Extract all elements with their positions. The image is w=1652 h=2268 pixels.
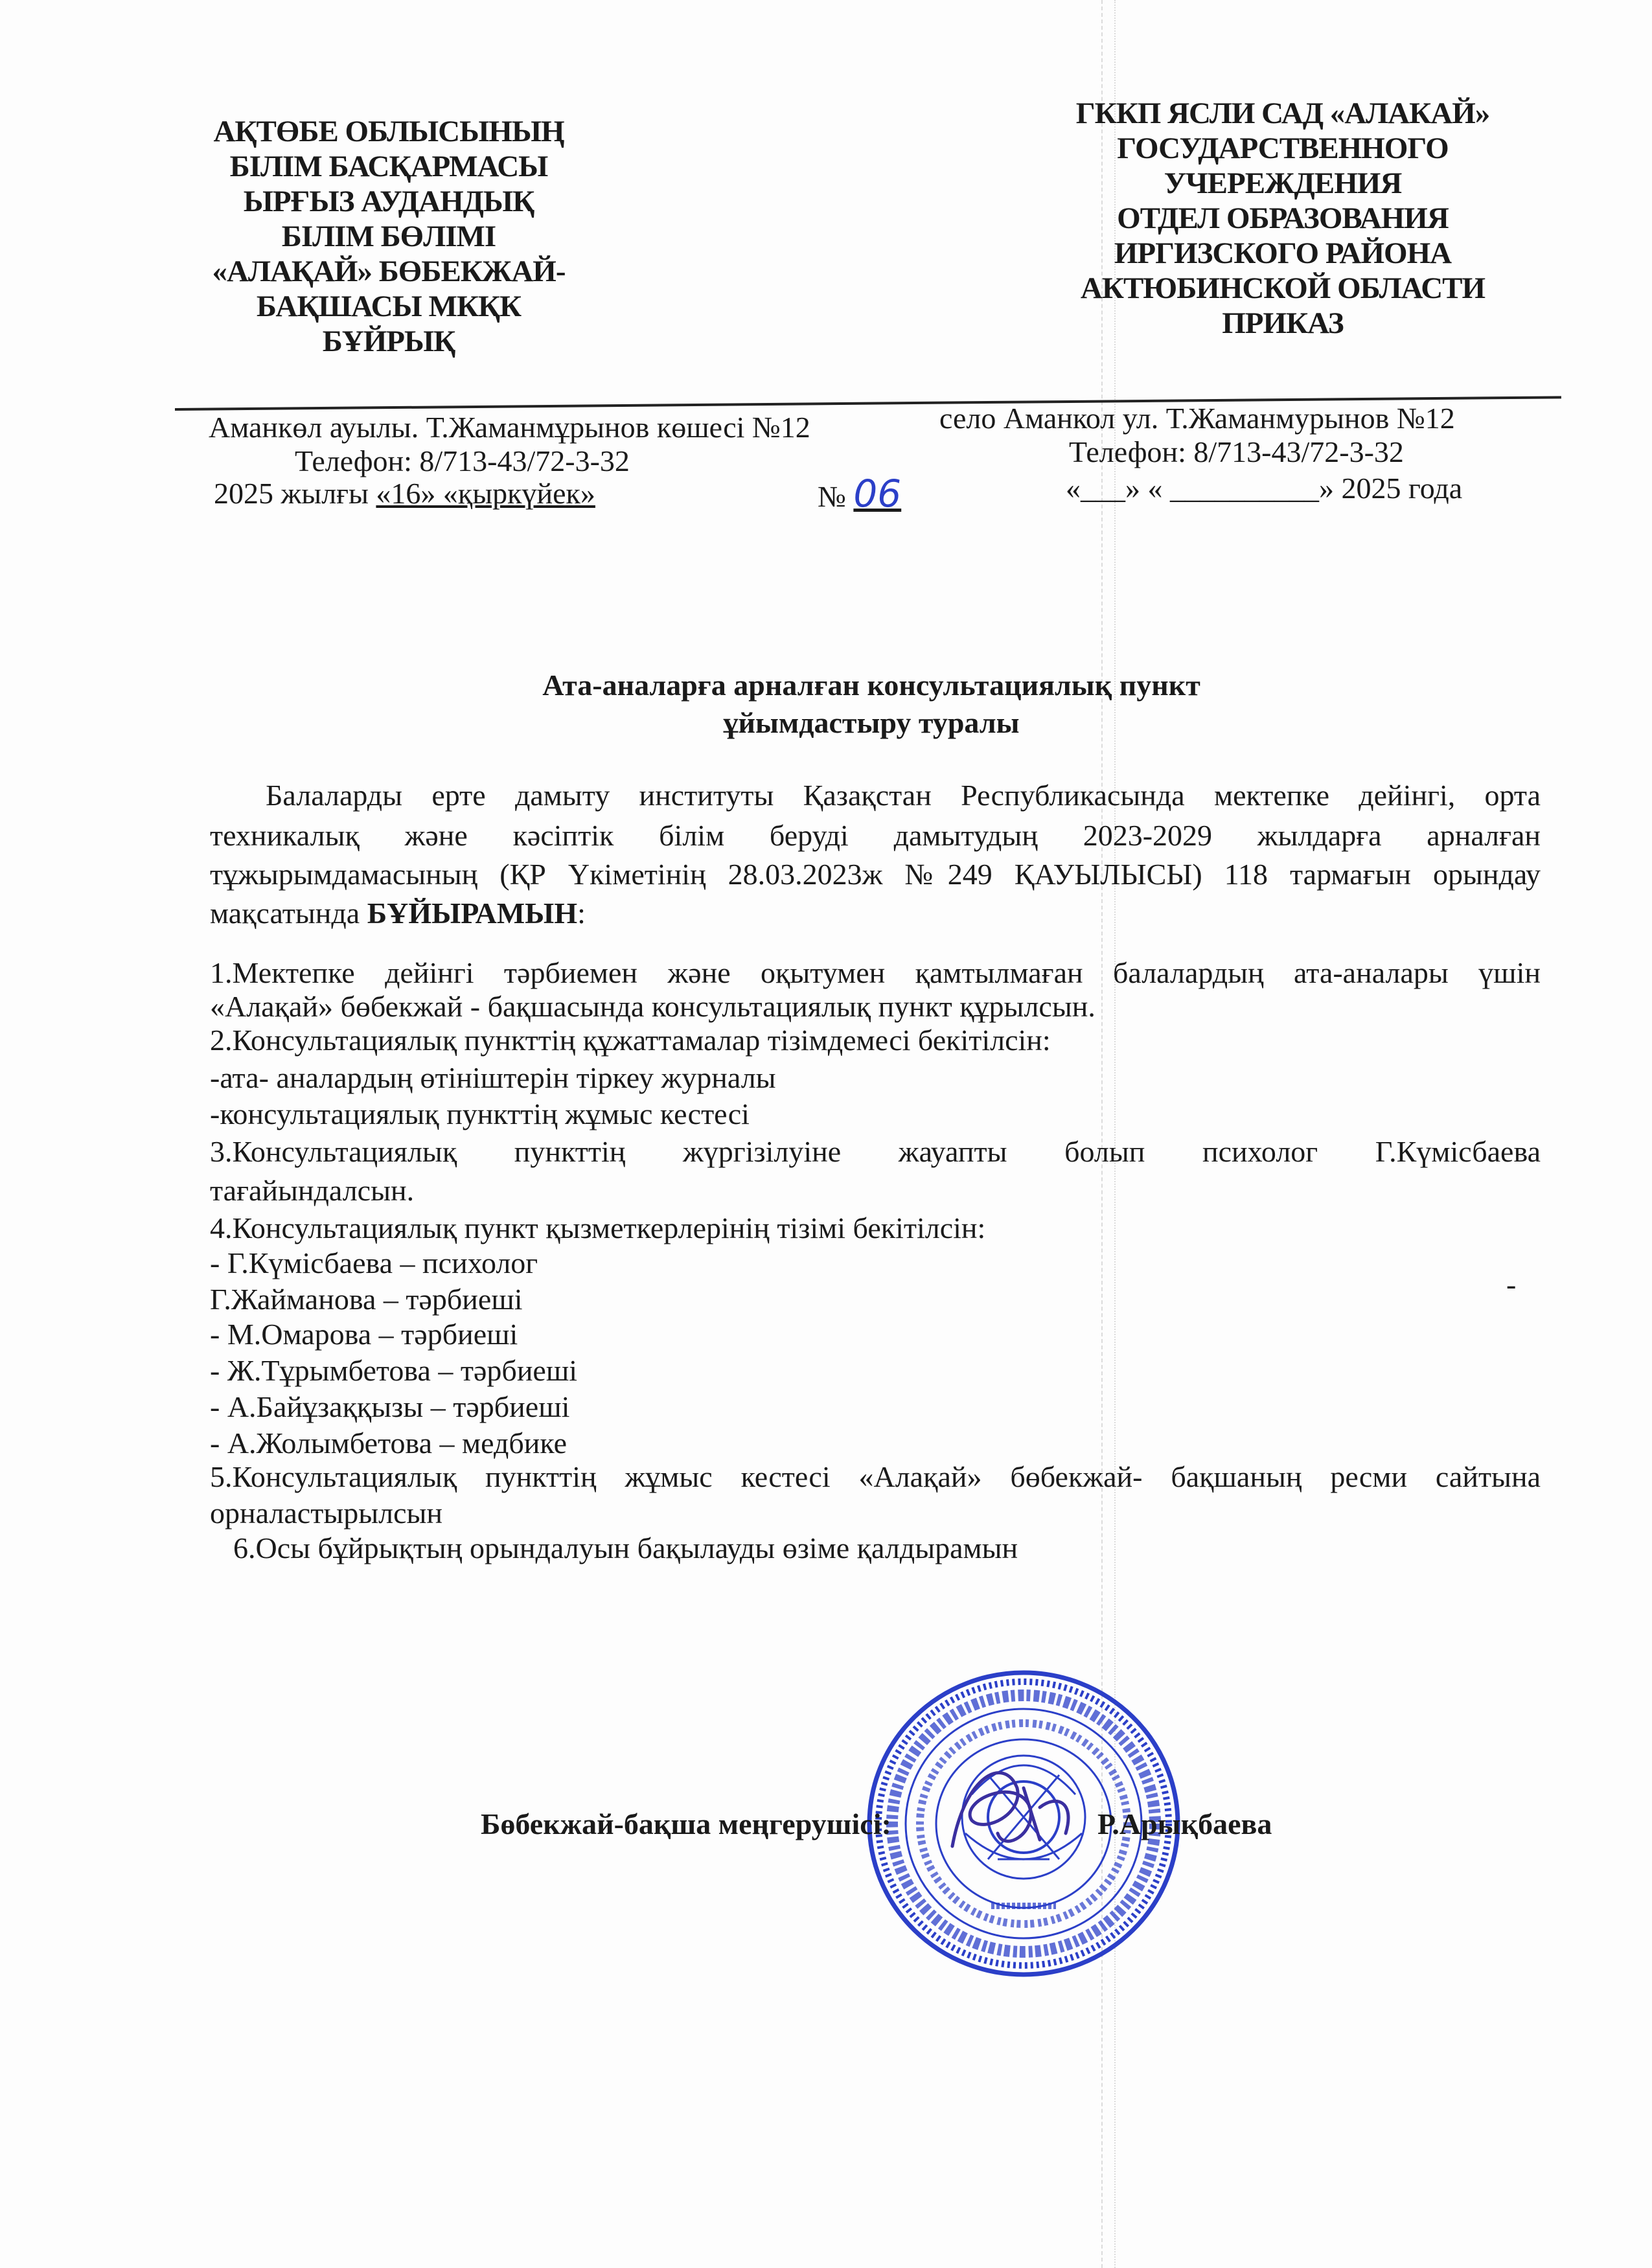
header-right-russian xyxy=(1030,96,1535,341)
left-address: Аманкөл ауылы. Т.Жаманмұрынов көшесі №12 xyxy=(209,411,810,444)
list-item: 6.Осы бұйрықтың орындалуын бақылауды өзіме қалдырамын xyxy=(233,1531,1018,1564)
header-left-line: БАҚШАСЫ МКҚК xyxy=(256,290,522,323)
list-item: -консультациялық пункттің жұмыс кестесі xyxy=(210,1097,750,1130)
date-value: «16» «қыркүйек» xyxy=(376,477,595,510)
left-phone: Телефон: 8/713-43/72-3-32 xyxy=(295,444,630,477)
preamble-last-line xyxy=(210,895,586,932)
date-prefix: 2025 жылғы xyxy=(214,477,376,510)
right-address: село Аманкол ул. Т.Жаманмурынов №12 xyxy=(939,402,1455,435)
list-item: - М.Омарова – тәрбиеші xyxy=(210,1318,518,1351)
list-item: 4.Консультациялық пункт қызметкерлерінің тізімі бекітілсін: xyxy=(210,1211,986,1244)
header-right-line: ОТДЕЛ ОБРАЗОВАНИЯ xyxy=(1117,201,1449,235)
header-right-line: УЧЕРЕЖДЕНИЯ xyxy=(1164,166,1402,200)
list-item: орналастырылсын xyxy=(210,1496,443,1529)
list-item: - Г.Күмісбаева – психолог xyxy=(210,1246,538,1279)
header-left-line: «АЛАҚАЙ» БӨБЕКЖАЙ- xyxy=(212,255,566,288)
header-left-line: БІЛІМ БАСҚАРМАСЫ xyxy=(229,150,548,183)
number-label: № xyxy=(818,480,846,513)
handwritten-number: 06 xyxy=(853,472,902,516)
document-title-line1: Ата-аналарға арналған консультациялық пункт xyxy=(542,669,1200,702)
header-left-kazakh xyxy=(188,114,590,359)
list-item: - А.Байұзаққызы – тәрбиеші xyxy=(210,1390,570,1423)
preamble-line: тұжырымдамасының (ҚР Үкіметінің 28.03.2023ж №249 ҚАУЫЛЫСЫ) 118 тармағын орындау xyxy=(210,858,1541,891)
preamble-line: Балаларды ерте дамыту институты Қазақстан Республикасында мектепке дейінгі, орта xyxy=(266,779,1541,812)
handwritten-signature xyxy=(926,1749,1095,1879)
list-item: 5.Консультациялық пункттің жұмыс кестесі «Алақай» бөбекжай- бақшаның ресми сайтына xyxy=(210,1460,1541,1493)
header-left-line: БІЛІМ БӨЛІМІ xyxy=(281,220,496,253)
right-phone: Телефон: 8/713-43/72-3-32 xyxy=(1069,435,1404,468)
header-left-line: БҰЙРЫҚ xyxy=(322,325,455,358)
preamble-line: техникалық және кәсіптік білім беруді дамытудың 2023-2029 жылдарға арналған xyxy=(210,819,1541,852)
list-item: -ата- аналардың өтініштерін тіркеу журналы xyxy=(210,1061,776,1094)
list-item: тағайындалсын. xyxy=(210,1174,415,1207)
preamble-text: мақсатында xyxy=(210,897,367,930)
header-right-line: ГККП ЯСЛИ САД «АЛАКАЙ» xyxy=(1075,97,1490,130)
header-right-line: АКТЮБИНСКОЙ ОБЛАСТИ xyxy=(1080,271,1486,305)
colon: : xyxy=(577,897,586,930)
list-item: - Ж.Тұрымбетова – тәрбиеші xyxy=(210,1354,578,1387)
list-item: - А.Жолымбетова – медбике xyxy=(210,1426,567,1460)
header-left-line: ЫРҒЫЗ АУДАНДЫҚ xyxy=(243,185,534,218)
header-left-line: АҚТӨБЕ ОБЛЫСЫНЫҢ xyxy=(213,115,564,148)
list-item: Г.Жайманова – тәрбиеші xyxy=(210,1283,523,1316)
order-number xyxy=(818,472,902,516)
header-right-line: ИРГИЗСКОГО РАЙОНА xyxy=(1114,236,1452,270)
list-item: 1.Мектепке дейінгі тәрбиемен және оқытумен қамтылмаған балалардың ата-аналары үшін xyxy=(210,956,1541,989)
document-title-line2: ұйымдастыру туралы xyxy=(723,706,1020,739)
signature-name: Р.Арықбаева xyxy=(1097,1807,1272,1840)
order-date-kazakh xyxy=(214,475,595,512)
header-right-line: ГОСУДАРСТВЕННОГО xyxy=(1117,132,1449,165)
list-item: 2.Консультациялық пункттің құжаттамалар тізімдемесі бекітілсін: xyxy=(210,1024,1051,1057)
order-date-russian: «___» « __________» 2025 года xyxy=(1066,472,1463,505)
stray-mark: - xyxy=(1506,1268,1517,1301)
list-item: 3.Консультациялық пункттің жүргізілуіне жауапты болып психолог Г.Күмісбаева xyxy=(210,1135,1541,1168)
header-right-line: ПРИКАЗ xyxy=(1222,306,1344,340)
order-word: БҰЙЫРАМЫН xyxy=(367,897,578,930)
signature-position: Бөбекжай-бақша меңгерушісі: xyxy=(481,1807,891,1840)
list-item: «Алақай» бөбекжай - бақшасында консультациялық пункт құрылсын. xyxy=(210,990,1096,1023)
